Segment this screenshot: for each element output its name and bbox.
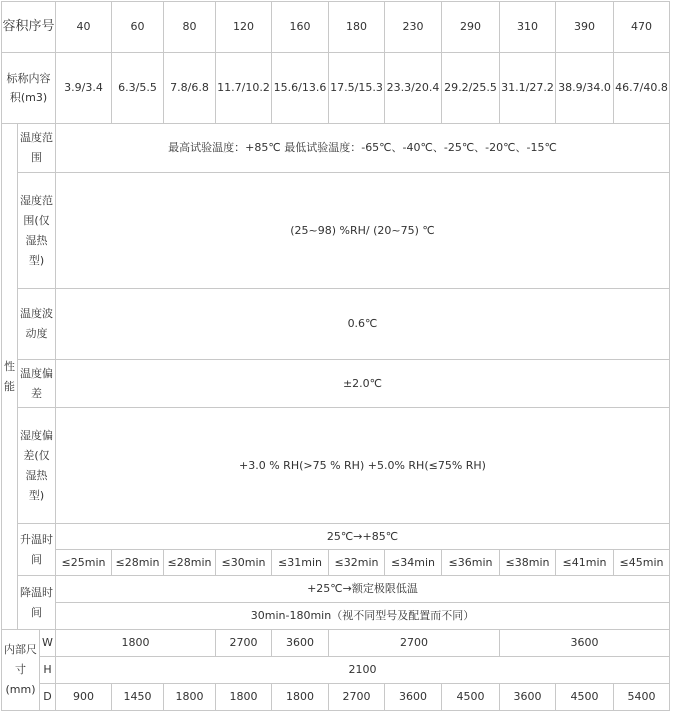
- temp-range-row: [2, 124, 670, 173]
- cooling-time-label: 降温时间: [18, 576, 56, 630]
- humidity-deviation-row: [2, 408, 670, 524]
- temp-range-value: 最高试验温度：+85℃ 最低试验温度：-65℃、-40℃、-25℃、-20℃、-15℃: [56, 124, 670, 173]
- heating-time-cell: ≤30min: [216, 550, 272, 576]
- heating-time-cell: ≤28min: [164, 550, 216, 576]
- volume-cell: 23.3/20.4: [385, 53, 442, 124]
- size-d-cell: 4500: [442, 684, 500, 711]
- size-d-cell: 3600: [385, 684, 442, 711]
- volume-label: 标称内容积(m3): [2, 53, 56, 124]
- humidity-deviation-label: 湿度偏差(仅湿热型): [18, 408, 56, 524]
- size-d-cell: 1800: [164, 684, 216, 711]
- size-d-cell: 1800: [272, 684, 329, 711]
- model-cell: 40: [56, 2, 112, 53]
- volume-cell: 7.8/6.8: [164, 53, 216, 124]
- heating-time-cell: ≤41min: [556, 550, 614, 576]
- volume-cell: 46.7/40.8: [614, 53, 670, 124]
- temp-range-label: 温度范围: [18, 124, 56, 173]
- temp-fluctuation-value: 0.6℃: [56, 289, 670, 360]
- heating-time-label: 升温时间: [18, 524, 56, 576]
- size-d-cell: 2700: [329, 684, 385, 711]
- cooling-time-value: 30min-180min（视不同型号及配置而不同）: [56, 603, 670, 630]
- humidity-range-label: 湿度范围(仅湿热型): [18, 173, 56, 289]
- size-h-key: H: [40, 657, 56, 684]
- model-cell: 470: [614, 2, 670, 53]
- heating-values-row: [2, 550, 670, 576]
- heating-range: 25℃→+85℃: [56, 524, 670, 550]
- volume-cell: 38.9/34.0: [556, 53, 614, 124]
- volume-cell: 17.5/15.3: [329, 53, 385, 124]
- size-h-value: 2100: [56, 657, 670, 684]
- model-cell: 290: [442, 2, 500, 53]
- temp-deviation-value: ±2.0℃: [56, 360, 670, 408]
- size-w-cell: 2700: [329, 630, 500, 657]
- size-w-cell: 3600: [500, 630, 670, 657]
- size-d-cell: 3600: [500, 684, 556, 711]
- size-d-cell: 5400: [614, 684, 670, 711]
- cooling-values-row: [2, 603, 670, 630]
- performance-group-label: 性能: [2, 124, 18, 630]
- size-d-row: [2, 684, 670, 711]
- temp-deviation-row: [2, 360, 670, 408]
- volume-row: [2, 53, 670, 124]
- size-d-key: D: [40, 684, 56, 711]
- cooling-range-row: [2, 576, 670, 603]
- temp-fluctuation-row: [2, 289, 670, 360]
- volume-cell: 6.3/5.5: [112, 53, 164, 124]
- size-w-key: W: [40, 630, 56, 657]
- model-cell: 160: [272, 2, 329, 53]
- heating-range-row: [2, 524, 670, 550]
- heating-time-cell: ≤36min: [442, 550, 500, 576]
- heating-time-cell: ≤34min: [385, 550, 442, 576]
- size-d-cell: 4500: [556, 684, 614, 711]
- model-cell: 390: [556, 2, 614, 53]
- heating-time-cell: ≤31min: [272, 550, 329, 576]
- humidity-range-row: [2, 173, 670, 289]
- inner-size-label: 内部尺寸(mm): [2, 630, 40, 711]
- volume-cell: 3.9/3.4: [56, 53, 112, 124]
- humidity-deviation-value: +3.0 % RH(>75 % RH) +5.0% RH(≤75% RH): [56, 408, 670, 524]
- heating-time-cell: ≤25min: [56, 550, 112, 576]
- size-w-row: [2, 630, 670, 657]
- model-cell: 60: [112, 2, 164, 53]
- heating-time-cell: ≤38min: [500, 550, 556, 576]
- header-row: [2, 2, 670, 53]
- model-cell: 180: [329, 2, 385, 53]
- temp-fluctuation-label: 温度波动度: [18, 289, 56, 360]
- heating-time-cell: ≤32min: [329, 550, 385, 576]
- model-cell: 230: [385, 2, 442, 53]
- heating-time-cell: ≤45min: [614, 550, 670, 576]
- model-cell: 120: [216, 2, 272, 53]
- volume-cell: 29.2/25.5: [442, 53, 500, 124]
- volume-cell: 11.7/10.2: [216, 53, 272, 124]
- cooling-range: +25℃→额定极限低温: [56, 576, 670, 603]
- size-w-cell: 2700: [216, 630, 272, 657]
- size-d-cell: 1800: [216, 684, 272, 711]
- spec-table: [1, 1, 670, 711]
- temp-deviation-label: 温度偏差: [18, 360, 56, 408]
- size-w-cell: 1800: [56, 630, 216, 657]
- volume-cell: 15.6/13.6: [272, 53, 329, 124]
- model-cell: 80: [164, 2, 216, 53]
- volume-cell: 31.1/27.2: [500, 53, 556, 124]
- size-h-row: [2, 657, 670, 684]
- heating-time-cell: ≤28min: [112, 550, 164, 576]
- model-label: 容积序号: [2, 2, 56, 53]
- size-d-cell: 1450: [112, 684, 164, 711]
- humidity-range-value: (25~98) %RH/ (20~75) ℃: [56, 173, 670, 289]
- size-d-cell: 900: [56, 684, 112, 711]
- size-w-cell: 3600: [272, 630, 329, 657]
- model-cell: 310: [500, 2, 556, 53]
